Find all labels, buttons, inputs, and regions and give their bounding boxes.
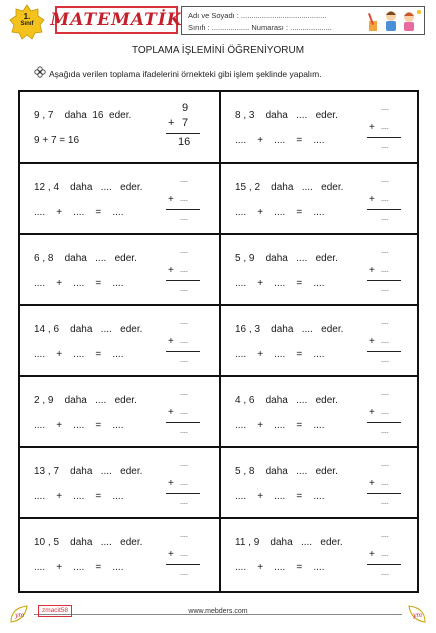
vertical-blank-middle[interactable]: .... [381,338,389,345]
plus-sign: + [369,478,375,489]
plus-sign: + [168,407,174,418]
problem-cell [221,306,418,376]
worksheet-title: TOPLAMA İŞLEMİNİ ÖĞRENİYORUM [131,45,305,56]
vertical-blank-result[interactable]: .... [381,357,389,364]
equation-blanks[interactable]: .... + .... = .... [235,349,325,360]
plus-sign: + [369,265,375,276]
plus-sign: + [168,194,174,205]
flower-bullet-icon [34,66,46,78]
children-illustration-icon [367,7,423,33]
vertical-blank-top[interactable]: .... [180,177,188,184]
example-plus-sign: + [168,117,175,129]
vertical-blank-middle[interactable]: .... [381,551,389,558]
equation-blanks[interactable]: .... + .... = .... [34,349,124,360]
class-number-field-line[interactable]: Sınıfı : .................. Numarası : .................... [188,23,332,32]
name-field-line[interactable]: Adı ve Soyadı : ......................................... [188,11,327,20]
problem-cell [221,519,418,589]
problem-sentence: 5 , 8 daha .... eder. [235,466,338,477]
sum-line [166,351,200,352]
problem-cell [221,448,418,518]
vertical-blank-top[interactable]: .... [381,532,389,539]
grade-badge [9,4,45,40]
leaf-logo-text: ym [15,612,25,619]
vertical-blank-top[interactable]: .... [180,390,188,397]
vertical-blank-middle[interactable]: .... [180,409,188,416]
equation-blanks[interactable]: .... + .... = .... [235,207,325,218]
vertical-blank-middle[interactable]: .... [180,267,188,274]
plus-sign: + [369,336,375,347]
example-sum-line [166,133,200,134]
plus-sign: + [369,407,375,418]
equation-blanks[interactable]: .... + .... = .... [235,135,325,146]
problem-cell [20,235,217,305]
problem-cell [20,519,217,589]
example-second-number: 7 [182,117,189,129]
vertical-blank-result[interactable]: .... [180,428,188,435]
worksheet-code: zmacit58 [38,605,72,617]
sum-line [166,280,200,281]
exercise-grid [18,90,419,593]
sum-line [367,422,401,423]
sum-line [166,422,200,423]
problem-sentence: 16 , 3 daha .... eder. [235,324,344,335]
vertical-blank-top[interactable]: .... [381,390,389,397]
vertical-blank-result[interactable]: .... [180,499,188,506]
plus-sign: + [369,549,375,560]
problem-sentence: 12 , 4 daha .... eder. [34,182,143,193]
vertical-blank-result[interactable]: .... [381,570,389,577]
vertical-blank-middle[interactable]: .... [381,409,389,416]
problem-sentence: 11 , 9 daha .... eder. [235,537,343,548]
equation-blanks[interactable]: .... + .... = .... [34,562,124,573]
footer-website[interactable]: www.mebders.com [188,608,248,615]
equation-blanks[interactable]: .... + .... = .... [34,491,124,502]
sum-line [166,564,200,565]
vertical-blank-top[interactable]: .... [180,532,188,539]
vertical-blank-middle[interactable]: .... [180,196,188,203]
problem-cell [20,164,217,234]
problem-cell [221,377,418,447]
sum-line [367,493,401,494]
example-equation: 9 + 7 = 16 [34,135,80,146]
plus-sign: + [168,549,174,560]
problem-sentence: 4 , 6 daha .... eder. [235,395,338,406]
vertical-blank-top[interactable]: .... [180,319,188,326]
equation-blanks[interactable]: .... + .... = .... [235,562,325,573]
vertical-blank-result[interactable]: .... [180,357,188,364]
vertical-blank-result[interactable]: .... [381,286,389,293]
problem-cell [20,377,217,447]
vertical-blank-result[interactable]: .... [180,570,188,577]
vertical-blank-middle[interactable]: .... [180,338,188,345]
example-result: 16 [178,136,191,148]
instruction-text: Aşağıda verilen toplama ifadelerini örnekteki gibi işlem şeklinde yapalım. [49,69,322,79]
leaf-logo-icon [407,604,427,624]
sum-line [166,493,200,494]
sum-line [367,209,401,210]
problem-cell [221,164,418,234]
vertical-blank-middle[interactable]: .... [180,480,188,487]
vertical-blank-top[interactable]: .... [381,177,389,184]
problem-cell [20,306,217,376]
vertical-blank-middle[interactable]: .... [180,551,188,558]
equation-blanks[interactable]: .... + .... = .... [235,420,325,431]
problem-sentence: 8 , 3 daha .... eder. [235,110,338,121]
problem-sentence: 2 , 9 daha .... eder. [34,395,137,406]
example-top-number: 9 [182,102,189,114]
equation-blanks[interactable]: .... + .... = .... [34,207,124,218]
plus-sign: + [369,194,375,205]
leaf-logo-text: ym [413,612,423,619]
sum-line [166,209,200,210]
vertical-blank-result[interactable]: .... [180,215,188,222]
problem-cell [221,235,418,305]
problem-sentence: 14 , 6 daha .... eder. [34,324,143,335]
example-sentence: 9 , 7 daha 16 eder. [34,110,132,121]
vertical-blank-middle[interactable]: .... [381,124,389,131]
grade-label: Sınıf [20,21,34,27]
sum-line [367,280,401,281]
example-cell [20,92,217,162]
vertical-blank-middle[interactable]: .... [381,196,389,203]
problem-sentence: 10 , 5 daha .... eder. [34,537,143,548]
sum-line [367,351,401,352]
grade-number: 1. [23,12,31,21]
problem-cell [20,448,217,518]
vertical-blank-top[interactable]: .... [381,461,389,468]
vertical-blank-middle[interactable]: .... [381,480,389,487]
plus-sign: + [369,122,375,133]
problem-sentence: 15 , 2 daha .... eder. [235,182,344,193]
vertical-blank-result[interactable]: .... [381,143,389,150]
vertical-blank-top[interactable]: .... [381,248,389,255]
problem-sentence: 6 , 8 daha .... eder. [34,253,137,264]
plus-sign: + [168,478,174,489]
equation-blanks[interactable]: .... + .... = .... [34,420,124,431]
subject-title: MATEMATİK [50,10,183,30]
problem-sentence: 5 , 9 daha .... eder. [235,253,338,264]
sum-line [367,564,401,565]
equation-blanks[interactable]: .... + .... = .... [235,278,325,289]
problem-sentence: 13 , 7 daha .... eder. [34,466,143,477]
vertical-blank-top[interactable]: .... [180,248,188,255]
vertical-blank-top[interactable]: .... [381,319,389,326]
vertical-blank-result[interactable]: .... [381,499,389,506]
vertical-blank-middle[interactable]: .... [381,267,389,274]
vertical-blank-result[interactable]: .... [381,215,389,222]
vertical-blank-result[interactable]: .... [381,428,389,435]
plus-sign: + [168,336,174,347]
vertical-blank-top[interactable]: .... [180,461,188,468]
plus-sign: + [168,265,174,276]
equation-blanks[interactable]: .... + .... = .... [235,491,325,502]
vertical-blank-result[interactable]: .... [180,286,188,293]
problem-cell [221,92,418,162]
sum-line [367,137,401,138]
subject-title-box [50,6,183,34]
equation-blanks[interactable]: .... + .... = .... [34,278,124,289]
vertical-blank-top[interactable]: .... [381,105,389,112]
